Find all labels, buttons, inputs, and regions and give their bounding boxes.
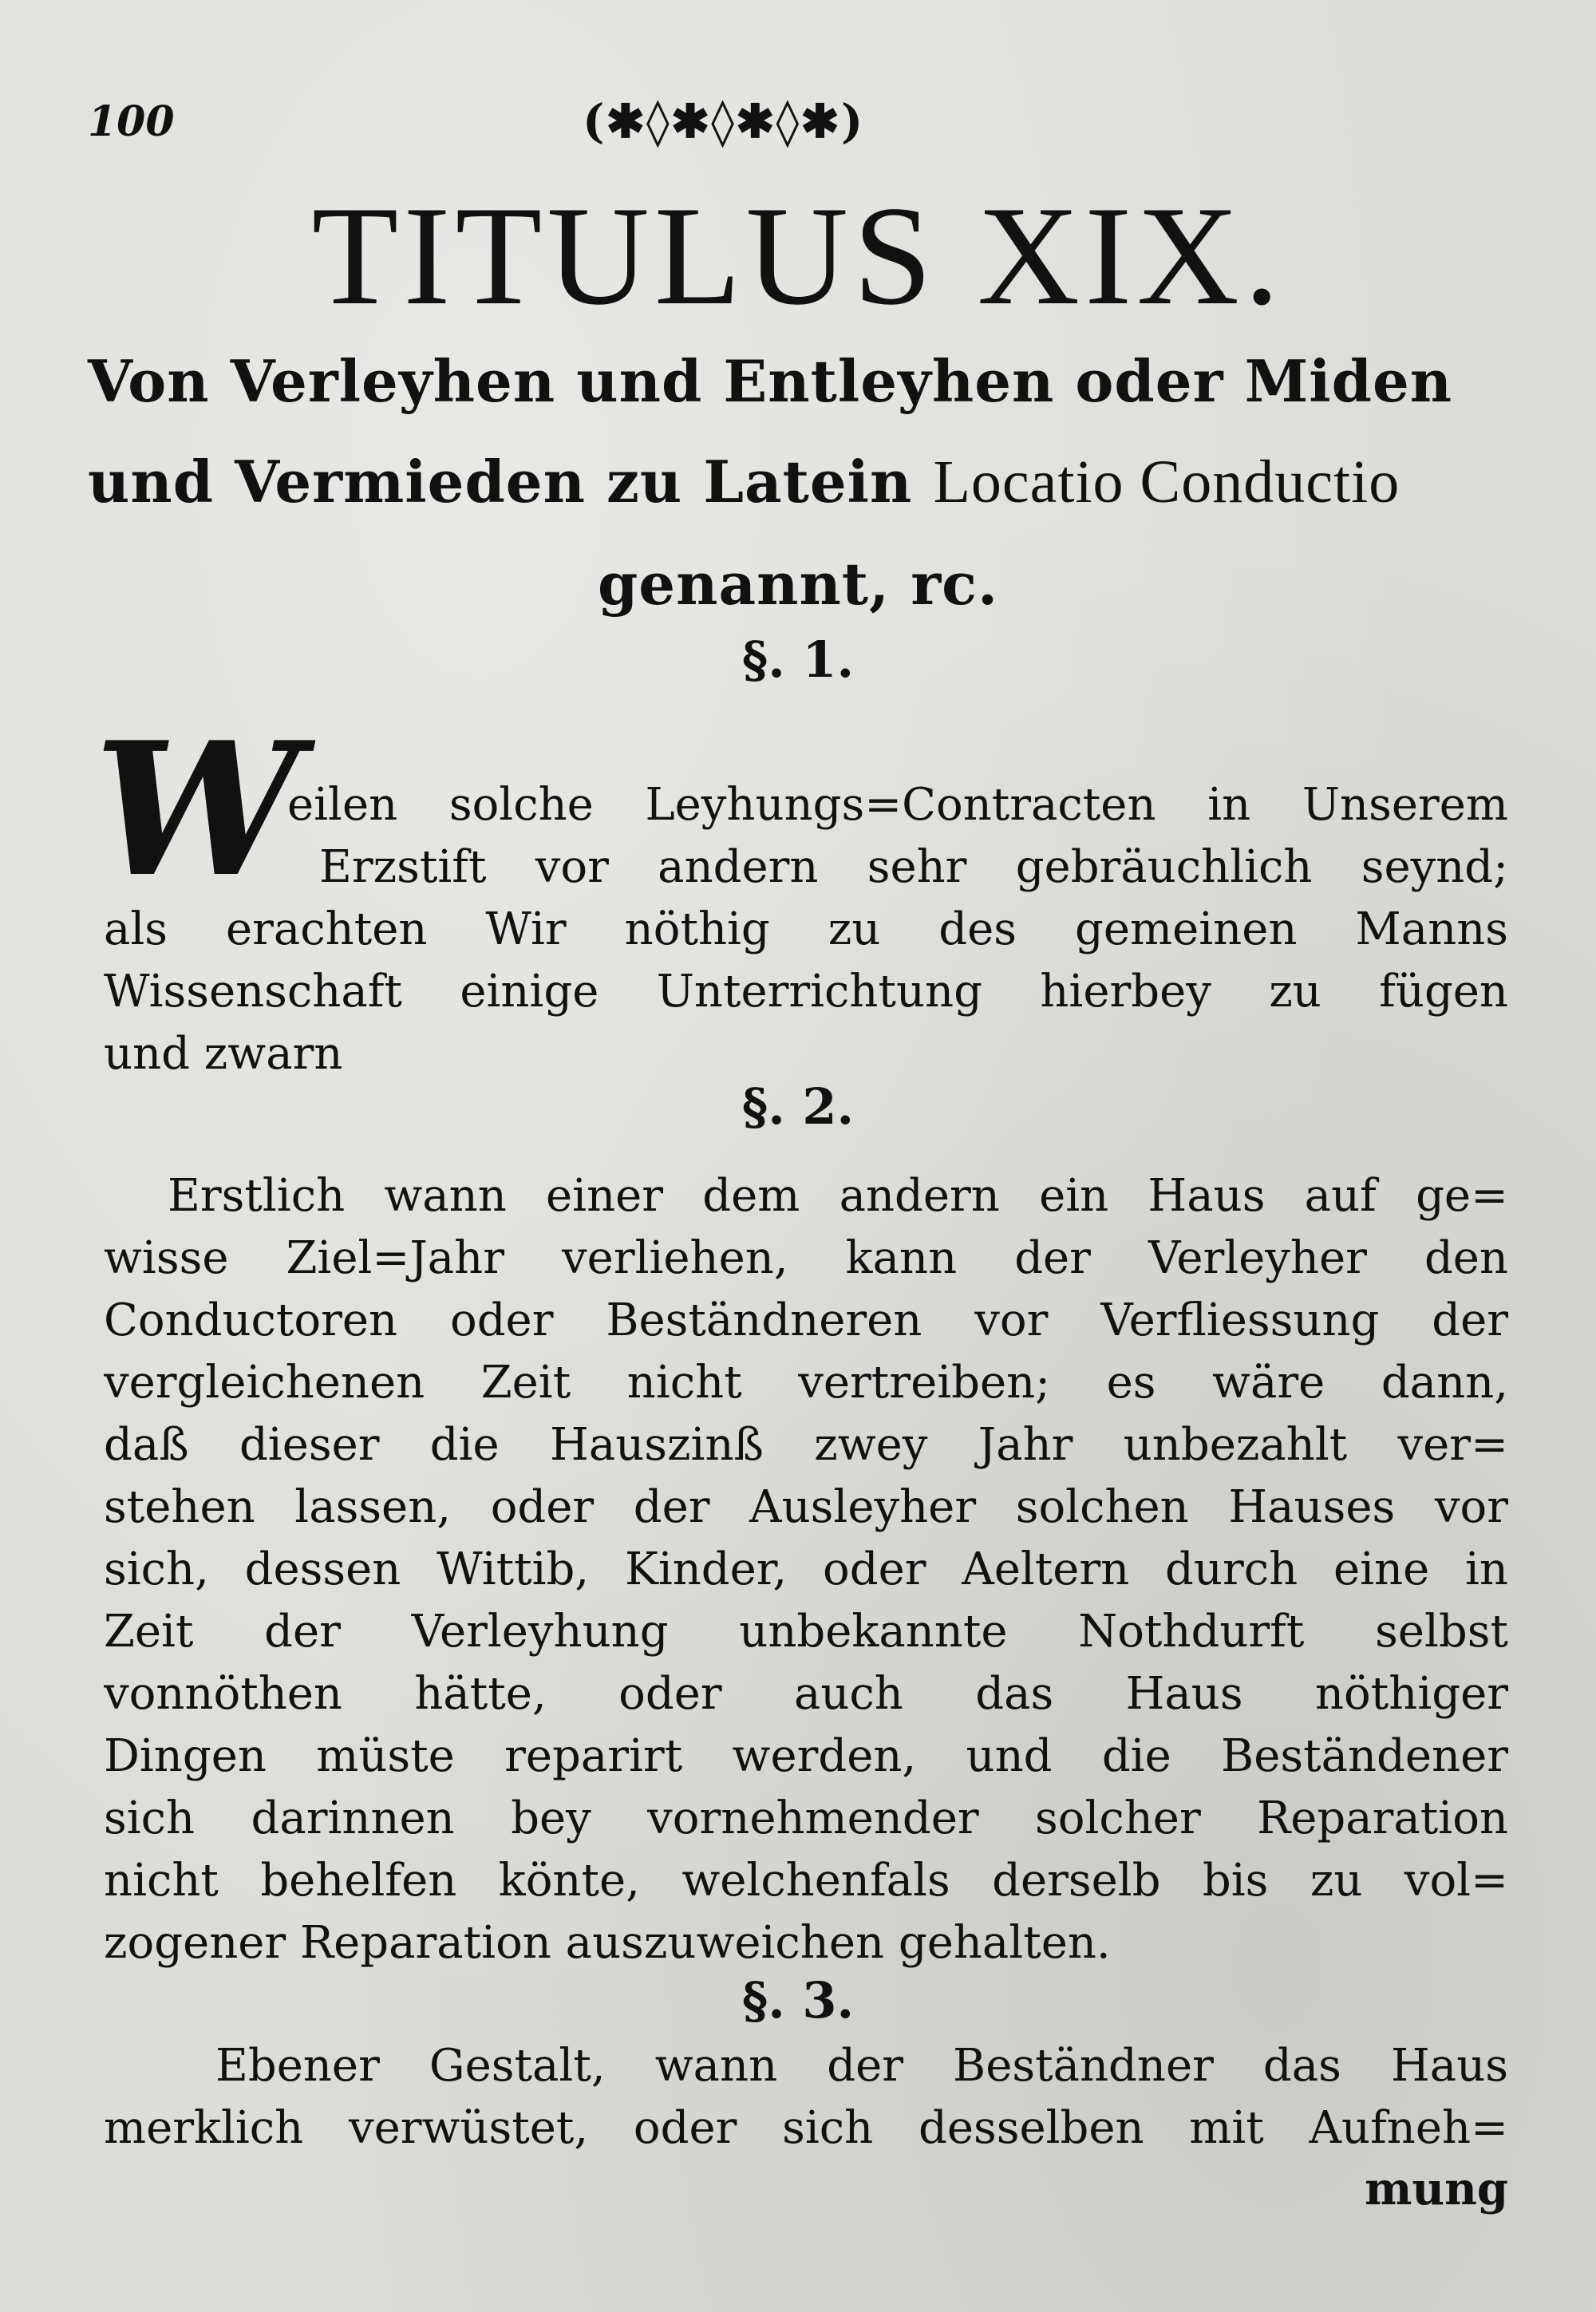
paragraph-2-line: daß dieser die Hauszinß zwey Jahr unbezahlt ver=	[104, 1419, 1508, 1471]
subtitle-line-1: Von Verleyhen und Entleyhen oder Miden	[88, 347, 1453, 415]
paragraph-2-line: stehen lassen, oder der Ausleyher solchen Hauses vor	[104, 1481, 1508, 1533]
paragraph-3-line: Ebener Gestalt, wann der Beständner das Haus	[215, 2040, 1508, 2092]
paragraph-2-line: Dingen müste reparirt werden, und die Beständener	[104, 1730, 1508, 1782]
section-3-heading: §. 3.	[741, 1971, 855, 2029]
paragraph-1-line: als erachten Wir nöthig zu des gemeinen Manns	[104, 903, 1508, 955]
running-header	[88, 94, 1508, 158]
subtitle-line-2-fraktur: und Vermieden zu Latein	[88, 448, 913, 516]
paragraph-1-line: eilen solche Leyhungs=Contracten in Unserem	[287, 779, 1508, 831]
subtitle-line-3: genannt, rc.	[597, 550, 999, 618]
paragraph-2	[104, 1165, 1508, 1974]
subtitle-line-2	[88, 444, 1508, 520]
paragraph-2-line: Zeit der Verleyhung unbekannte Nothdurft selbst	[104, 1606, 1508, 1658]
paragraph-2-line: sich, dessen Wittib, Kinder, oder Aeltern durch eine in	[104, 1543, 1508, 1595]
section-1-heading: §. 1.	[741, 630, 855, 689]
paragraph-2-line: zogener Reparation auszuweichen gehalten.	[104, 1917, 1111, 1969]
title-heading: TITULUS XIX.	[311, 176, 1285, 334]
catchword: mung	[1365, 2163, 1508, 2215]
paragraph-3-line: merklich verwüstet, oder sich desselben mit Aufneh=	[104, 2102, 1508, 2154]
paragraph-2-line: sich darinnen bey vornehmender solcher Reparation	[104, 1792, 1508, 1844]
paragraph-2-line: nicht behelfen könte, welchenfals derselb bis zu vol=	[104, 1855, 1508, 1907]
paragraph-1-line: Erzstift vor andern sehr gebräuchlich seynd;	[319, 841, 1508, 893]
paragraph-2-line: vonnöthen hätte, oder auch das Haus nöthiger	[104, 1668, 1508, 1720]
page-number: 100	[88, 97, 175, 146]
drop-cap: W	[94, 702, 301, 918]
paragraph-2-line: Conductoren oder Beständneren vor Verfliessung der	[104, 1294, 1508, 1346]
paragraph-1-line: und zwarn	[104, 1028, 343, 1080]
paragraph-2-line: Erstlich wann einer dem andern ein Haus auf ge=	[168, 1170, 1508, 1222]
subtitle-line-2-latin: Locatio Conductio	[933, 449, 1400, 516]
section-2-heading: §. 2.	[741, 1077, 855, 1136]
paragraph-2-line: vergleichenen Zeit nicht vertreiben; es wäre dann,	[104, 1357, 1508, 1409]
paragraph-1	[104, 774, 1508, 1085]
paragraph-1-line: Wissenschaft einige Unterrichtung hierbey zu fügen	[104, 966, 1508, 1018]
header-ornament: (✱◊✱◊✱◊✱)	[583, 94, 865, 148]
paragraph-3	[104, 2035, 1508, 2160]
paragraph-2-line: wisse Ziel=Jahr verliehen, kann der Verleyher den	[104, 1232, 1508, 1284]
